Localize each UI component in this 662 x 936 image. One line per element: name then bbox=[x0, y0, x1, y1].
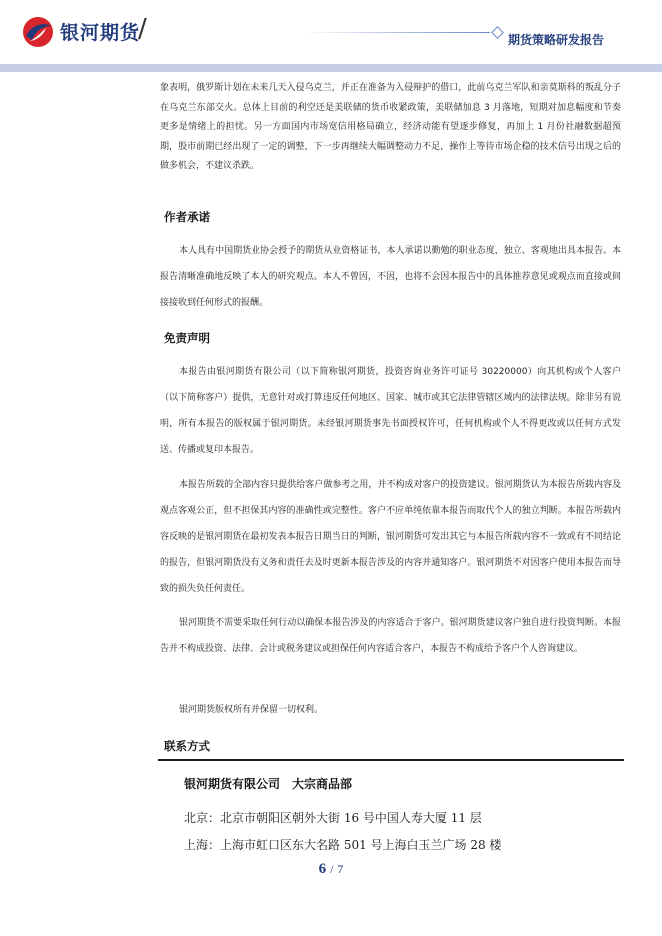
author-commitment-text: 本人具有中国期货业协会授予的期货从业资格证书，本人承诺以勤勉的职业态度，独立、客观地出具本报告。本报告清晰准确地反映了本人的研究观点。本人不曾因，不因，也将不会因本报告中的具体推荐意见或观点而直接或间接接收到任何形式的报酬。 bbox=[160, 246, 621, 308]
galaxy-logo-icon bbox=[22, 16, 54, 48]
company-line bbox=[184, 775, 352, 792]
contact-divider bbox=[158, 759, 624, 761]
header-band bbox=[0, 64, 662, 72]
intro-paragraph: 象表明，俄罗斯计划在未来几天入侵乌克兰，并正在准备为入侵辩护的借口，此前乌克兰军队和亲莫斯科的叛乱分子在乌克兰东部交火。总体上目前的利空还是美联储的货币收紧政策，美联储加息 3 月落地，短期对加息幅度和节奏更多是情绪上的担忧。另一方面国内市场宽信用格局确立，经济动能有望逐步修复，再加上 1 月份社融数据超预期，股市前期已经出现了一定的调整，下一步再继续大幅调整动力不足，操作上等待市场企稳的技术信号出现之后的做多机会，不建议杀跌。 bbox=[160, 83, 621, 171]
address-beijing: 北京：北京市朝阳区朝外大街 16 号中国人寿大厦 11 层 bbox=[184, 811, 482, 825]
disclaimer-paragraph-3: 银河期货不需要采取任何行动以确保本报告涉及的内容适合于客户。银河期货建议客户独自进行投资判断。本报告并不构成投资、法律、会计或税务建议或担保任何内容适合客户，本报告不构成给予客户个人咨询建议。 bbox=[160, 618, 621, 654]
author-commitment-heading: 作者承诺 bbox=[164, 210, 210, 224]
disclaimer-paragraph-4: 银河期货版权所有并保留一切权利。 bbox=[179, 705, 324, 715]
department-name: 大宗商品部 bbox=[292, 777, 353, 791]
page-number bbox=[0, 860, 662, 878]
current-page: 6 bbox=[318, 861, 327, 877]
contact-heading: 联系方式 bbox=[164, 739, 210, 753]
address-shanghai: 上海：上海市虹口区东大名路 501 号上海白玉兰广场 28 楼 bbox=[184, 838, 502, 852]
disclaimer-paragraph-2: 本报告所载的全部内容只提供给客户做参考之用，并不构成对客户的投资建议。银河期货认为本报告所载内容及观点客观公正，但不担保其内容的准确性或完整性。客户不应单纯依靠本报告而取代个人的独立判断。本报告所载内容反映的是银河期货在最初发表本报告日期当日的判断，银河期货可发出其它与本报告所载内容不一致或有不同结论的报告，但银河期货没有义务和责任去及时更新本报告涉及的内容并通知客户。银河期货不对因客户使用本报告而导致的损失负任何责任。 bbox=[160, 480, 621, 594]
company-name: 银河期货有限公司 bbox=[184, 777, 281, 791]
logo-text: 银河期货 bbox=[60, 22, 141, 44]
report-type-title: 期货策略研发报告 bbox=[508, 33, 605, 47]
disclaimer-paragraph-1: 本报告由银河期货有限公司（以下简称银河期货，投资咨询业务许可证号 30220000）向其机构或个人客户（以下简称客户）提供，无意针对或打算违反任何地区、国家、城市或其它法律管辖区域内的法律法规。除非另有说明，所有本报告的版权属于银河期货。未经银河期货事先书面授权许可，任何机构或个人不得更改或以任何方式发送、传播或复印本报告。 bbox=[160, 367, 621, 455]
logo-slash: / bbox=[138, 14, 147, 44]
diamond-icon bbox=[491, 26, 504, 39]
page-header bbox=[0, 0, 662, 72]
disclaimer-heading: 免责声明 bbox=[164, 331, 210, 345]
total-pages: 7 bbox=[337, 862, 344, 876]
page-separator: / bbox=[330, 862, 334, 876]
header-divider-line bbox=[300, 32, 490, 33]
